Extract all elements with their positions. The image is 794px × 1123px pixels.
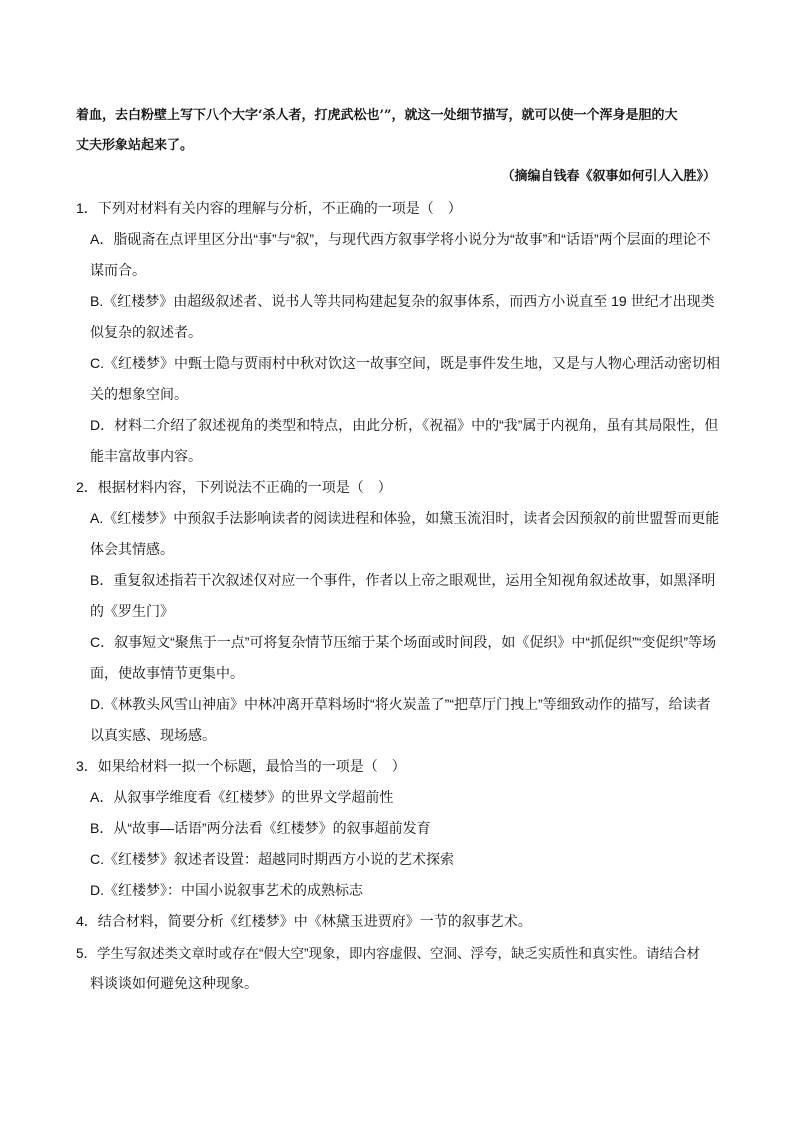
passage-line: 着血，去白粉壁上写下八个大字‘杀人者，打虎武松也’”，就这一处细节描写，就可以使一个浑身是胆的大 [76,108,678,123]
question-1-option-a: A．脂砚斋在点评里区分出“事”与“叙”，与现代西方叙事学将小说分为“故事”和“话语”两个层面的理论不 [90,231,711,247]
question-5-stem-cont: 料谈谈如何避免这种现象。 [90,975,258,991]
question-2-option-c-cont: 面，使故事情节更集中。 [90,665,244,681]
question-4-stem: 4．结合材料，简要分析《红楼梦》中《林黛玉进贾府》一节的叙事艺术。 [76,913,532,929]
question-3-stem: 3．如果给材料一拟一个标题，最恰当的一项是（ ） [76,758,406,774]
question-3-option-a: A．从叙事学维度看《红楼梦》的世界文学超前性 [90,789,394,805]
question-3-option-b: B．从“故事—话语”两分法看《红楼梦》的叙事超前发育 [90,820,431,836]
passage-line: 丈夫形象站起来了。 [76,138,194,153]
question-2-option-c: C．叙事短文“聚焦于一点”可将复杂情节压缩于某个场面或时间段，如《促织》中“抓促织”“变促织”等场 [90,634,717,650]
question-2-option-d-cont: 以真实感、现场感。 [90,727,216,743]
question-1-option-d-cont: 能丰富故事内容。 [90,448,202,464]
question-3-option-c: C.《红楼梦》叙述者设置：超越同时期西方小说的艺术探索 [90,851,454,867]
question-5-stem: 5．学生写叙述类文章时或存在“假大空”现象，即内容虚假、空洞、浮夸，缺乏实质性和真实性。请结合材 [76,946,700,961]
passage-source: （摘编自钱春《叙事如何引人入胜》） [501,169,716,184]
question-2-option-b-cont: 的《罗生门》 [90,603,174,619]
question-3-option-d: D.《红楼梦》：中国小说叙事艺术的成熟标志 [90,882,363,898]
question-2-option-b: B．重复叙述指若干次叙述仅对应一个事件，作者以上帝之眼观世，运用全知视角叙述故事，如黑泽明 [90,572,716,588]
question-1-option-d: D．材料二介绍了叙述视角的类型和特点，由此分析，《祝福》中的“我”属于内视角，虽有其局限性，但 [90,417,719,433]
question-1-option-a-cont: 谋而合。 [90,262,146,278]
question-2-stem: 2．根据材料内容，下列说法不正确的一项是（ ） [76,479,392,495]
question-1-stem: 1．下列对材料有关内容的理解与分析，不正确的一项是（ ） [76,200,462,216]
question-1-option-c-cont: 关的想象空间。 [90,386,188,402]
question-1-option-c: C.《红楼梦》中甄士隐与贾雨村中秋对饮这一故事空间，既是事件发生地，又是与人物心理活动密切相 [90,355,720,371]
question-2-option-a-cont: 体会其情感。 [90,541,174,557]
question-2-option-a: A.《红楼梦》中预叙手法影响读者的阅读进程和体验，如黛玉流泪时，读者会因预叙的前世盟誓而更能 [90,510,720,526]
question-2-option-d: D.《林教头风雪山神庙》中林冲离开草料场时“将火炭盖了”“把草厅门拽上”等细致动作的描写，给读者 [90,696,711,712]
question-1-option-b: B.《红楼梦》由超级叙述者、说书人等共同构建起复杂的叙事体系，而西方小说直至 19 世纪才出现类 [90,293,715,309]
question-1-option-b-cont: 似复杂的叙述者。 [90,324,202,340]
